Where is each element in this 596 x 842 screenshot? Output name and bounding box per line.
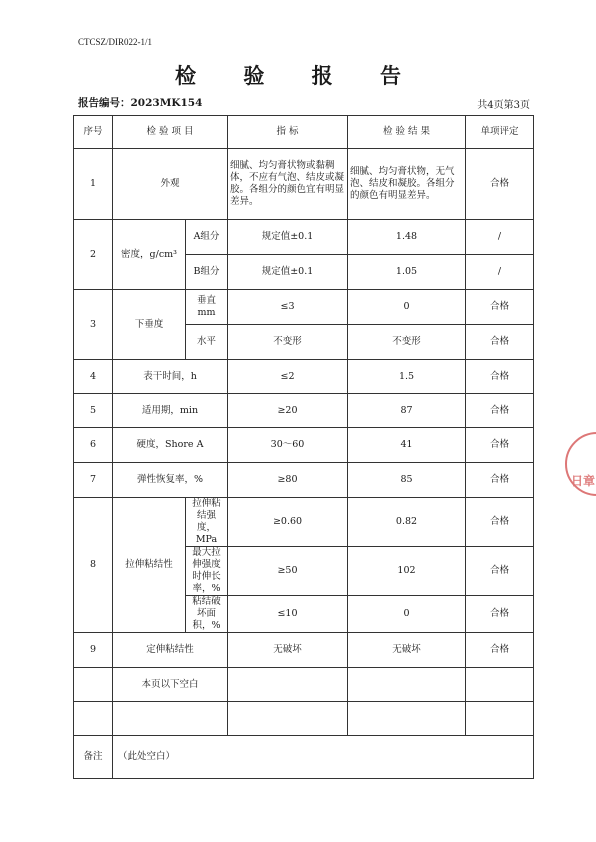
empty-cell [348, 668, 466, 702]
blank-note: 本页以下空白 [113, 668, 228, 702]
sub-item-label: 拉伸粘结强度，MPa [186, 498, 228, 547]
row-standard: 规定值±0.1 [228, 220, 348, 255]
blank-row [74, 668, 534, 702]
table-row [74, 633, 534, 668]
report-title: 检 验 报 告 [175, 63, 421, 88]
empty-cell [228, 668, 348, 702]
table-row [74, 149, 534, 220]
row-no: 8 [74, 498, 113, 633]
row-item: 硬度，Shore A [113, 428, 228, 463]
row-judge: 合格 [466, 325, 534, 360]
empty-cell [228, 702, 348, 736]
sub-item-label: 垂直 mm [186, 290, 228, 325]
row-standard: 30～60 [228, 428, 348, 463]
row-result: 0 [348, 290, 466, 325]
empty-cell [74, 668, 113, 702]
row-no: 9 [74, 633, 113, 668]
empty-cell [113, 702, 228, 736]
row-no: 3 [74, 290, 113, 360]
row-judge: 合格 [466, 394, 534, 428]
row-no: 2 [74, 220, 113, 290]
row-item: 拉伸粘结性 [113, 498, 186, 633]
report-number: 报告编号：2023MK154 [78, 97, 203, 109]
row-judge: 合格 [466, 149, 534, 220]
row-result: 102 [348, 547, 466, 596]
empty-cell [74, 702, 113, 736]
row-judge: 合格 [466, 498, 534, 547]
table-row [74, 498, 534, 547]
row-standard: ≤3 [228, 290, 348, 325]
row-judge: 合格 [466, 463, 534, 498]
sub-item-label: 粘结破坏面积，% [186, 596, 228, 633]
row-standard: 细腻、均匀膏状物或黏稠体，不应有气泡、结皮或凝胶。各组分的颜色宜有明显差异。 [228, 149, 348, 220]
row-standard: ≥50 [228, 547, 348, 596]
empty-cell [466, 702, 534, 736]
row-item: 下垂度 [113, 290, 186, 360]
row-standard: ≤2 [228, 360, 348, 394]
row-result: 1.5 [348, 360, 466, 394]
row-judge: 合格 [466, 428, 534, 463]
header-standard: 指 标 [228, 116, 348, 149]
table-row [74, 428, 534, 463]
blank-row [74, 702, 534, 736]
row-standard: ≥80 [228, 463, 348, 498]
row-result: 1.05 [348, 255, 466, 290]
row-item: 弹性恢复率，% [113, 463, 228, 498]
header-judge: 单项评定 [466, 116, 534, 149]
row-result: 不变形 [348, 325, 466, 360]
page-info: 共4页第3页 [477, 100, 530, 111]
row-judge: 合格 [466, 596, 534, 633]
row-item: 适用期，min [113, 394, 228, 428]
table-row [74, 220, 534, 255]
row-item: 外观 [113, 149, 228, 220]
row-standard: ≤10 [228, 596, 348, 633]
stamp-text: 日章 [571, 474, 596, 488]
table-header-row [74, 116, 534, 149]
empty-cell [466, 668, 534, 702]
row-item: 密度，g/cm³ [113, 220, 186, 290]
row-result: 41 [348, 428, 466, 463]
sub-item-label: B组分 [186, 255, 228, 290]
remarks-text: （此处空白） [113, 736, 534, 779]
remarks-label: 备注 [74, 736, 113, 779]
table-row [74, 463, 534, 498]
row-judge: / [466, 255, 534, 290]
header-no: 序号 [74, 116, 113, 149]
row-no: 5 [74, 394, 113, 428]
row-judge: 合格 [466, 633, 534, 668]
table-row [74, 360, 534, 394]
row-result: 85 [348, 463, 466, 498]
row-standard: 无破坏 [228, 633, 348, 668]
row-standard: 不变形 [228, 325, 348, 360]
sub-item-label: 最大拉伸强度时伸长率，% [186, 547, 228, 596]
row-result: 1.48 [348, 220, 466, 255]
row-no: 6 [74, 428, 113, 463]
document-code: CTCSZ/DIR022-1/1 [78, 37, 153, 47]
sub-item-label: 水平 [186, 325, 228, 360]
row-result: 无破坏 [348, 633, 466, 668]
row-result: 细腻、均匀膏状物，无气泡、结皮和凝胶。各组分的颜色有明显差异。 [348, 149, 466, 220]
row-item: 定伸粘结性 [113, 633, 228, 668]
seal-stamp [565, 432, 596, 496]
table-row [74, 394, 534, 428]
row-judge: 合格 [466, 290, 534, 325]
row-standard: ≥20 [228, 394, 348, 428]
table-row [74, 290, 534, 325]
sub-item-label: A组分 [186, 220, 228, 255]
header-result: 检 验 结 果 [348, 116, 466, 149]
row-standard: ≥0.60 [228, 498, 348, 547]
row-item: 表干时间，h [113, 360, 228, 394]
row-result: 0 [348, 596, 466, 633]
remarks-row [74, 736, 534, 779]
row-judge: / [466, 220, 534, 255]
row-judge: 合格 [466, 360, 534, 394]
row-no: 7 [74, 463, 113, 498]
inspection-table [73, 115, 534, 779]
header-item: 检 验 项 目 [113, 116, 228, 149]
row-judge: 合格 [466, 547, 534, 596]
row-result: 0.82 [348, 498, 466, 547]
empty-cell [348, 702, 466, 736]
row-no: 4 [74, 360, 113, 394]
row-result: 87 [348, 394, 466, 428]
row-standard: 规定值±0.1 [228, 255, 348, 290]
row-no: 1 [74, 149, 113, 220]
